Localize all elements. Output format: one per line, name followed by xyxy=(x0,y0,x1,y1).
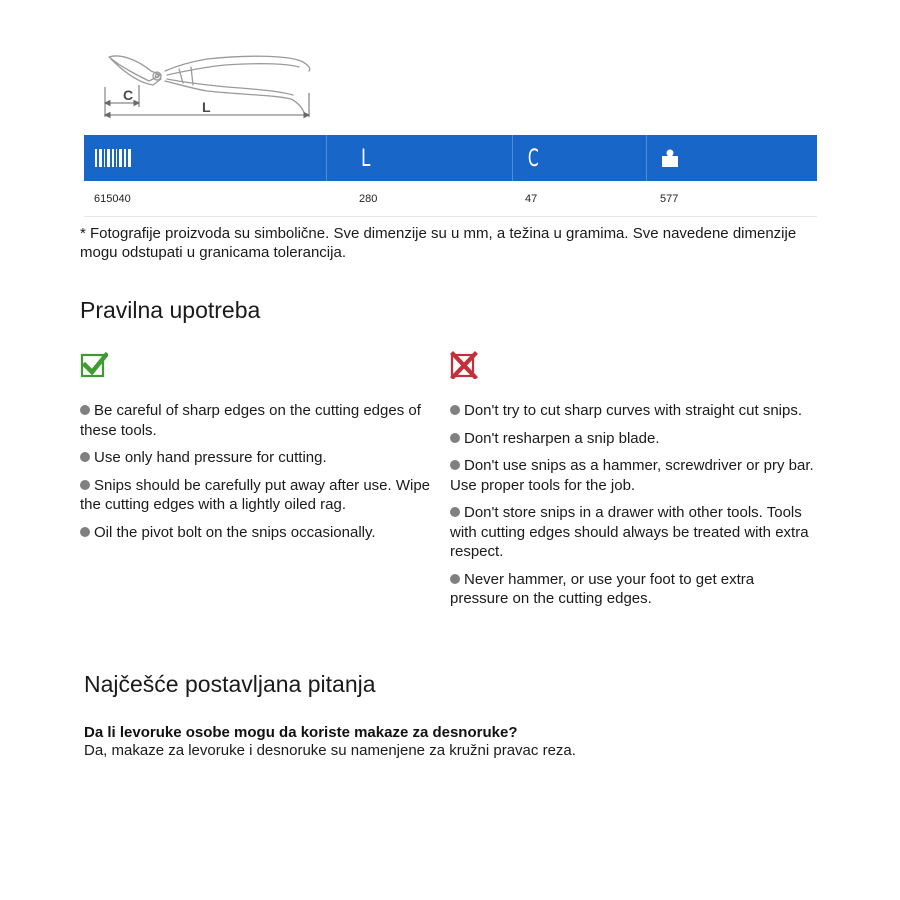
faq-title: Najčešće postavljana pitanja xyxy=(84,671,376,697)
cell-code: 615040 xyxy=(94,193,131,205)
do-list xyxy=(80,401,445,550)
bullet-icon xyxy=(80,452,90,462)
header-divider xyxy=(646,135,647,181)
dimension-note: * Fotografije proizvoda su simbolične. Sve dimenzije su u mm, a težina u gramima. Sve navedene dimenzije mogu odstupati u granicama tolerancija. xyxy=(80,225,797,261)
header-cut-label: C xyxy=(527,144,539,172)
usage-title: Pravilna upotreba xyxy=(80,297,261,323)
barcode-icon xyxy=(94,135,134,181)
list-item: Be careful of sharp edges on the cutting edges of these tools. xyxy=(80,402,421,439)
bullet-icon xyxy=(450,574,460,584)
faq-question: Da li levoruke osobe mogu da koriste makaze za desnoruke? xyxy=(84,724,518,741)
list-item: Don't try to cut sharp curves with straight cut snips. xyxy=(450,401,815,421)
bullet-icon xyxy=(80,405,90,415)
header-divider xyxy=(512,135,513,181)
bullet-icon xyxy=(450,433,460,443)
list-item: Don't store snips in a drawer with other tools. Tools with cutting edges should always be treated with extra respect. xyxy=(450,504,809,560)
spec-table-header xyxy=(84,135,817,181)
check-icon xyxy=(80,351,108,379)
product-dimension-drawing xyxy=(95,45,320,120)
bullet-icon xyxy=(450,460,460,470)
cut-length-icon xyxy=(525,135,542,181)
list-item: Use only hand pressure for cutting. xyxy=(80,448,445,468)
weight-icon xyxy=(660,135,680,181)
header-divider xyxy=(326,135,327,181)
cross-icon xyxy=(450,351,478,379)
faq-answer: Da, makaze za levoruke i desnoruke su namenjene za kružni pravac reza. xyxy=(84,742,576,759)
spec-table xyxy=(84,135,817,217)
drawing-label-l: L xyxy=(202,99,211,115)
list-item: Oil the pivot bolt on the snips occasionally. xyxy=(80,523,445,543)
table-row xyxy=(84,181,817,217)
drawing-label-c: C xyxy=(123,87,134,103)
list-item: Snips should be carefully put away after use. Wipe the cutting edges with a lightly oiled rag. xyxy=(80,476,431,513)
bullet-icon xyxy=(450,507,460,517)
bullet-icon xyxy=(80,527,90,537)
list-item: Don't use snips as a hammer, screwdriver or pry bar. Use proper tools for the job. xyxy=(450,457,814,494)
length-icon xyxy=(359,135,372,181)
cell-weight: 577 xyxy=(660,193,679,205)
list-item: Don't resharpen a snip blade. xyxy=(450,429,815,449)
header-length-label: L xyxy=(361,144,371,172)
cell-length: 280 xyxy=(359,193,378,205)
list-item: Never hammer, or use your foot to get extra pressure on the cutting edges. xyxy=(450,570,755,607)
cell-cut: 47 xyxy=(525,193,538,205)
bullet-icon xyxy=(450,405,460,415)
dont-list xyxy=(450,401,815,617)
bullet-icon xyxy=(80,480,90,490)
